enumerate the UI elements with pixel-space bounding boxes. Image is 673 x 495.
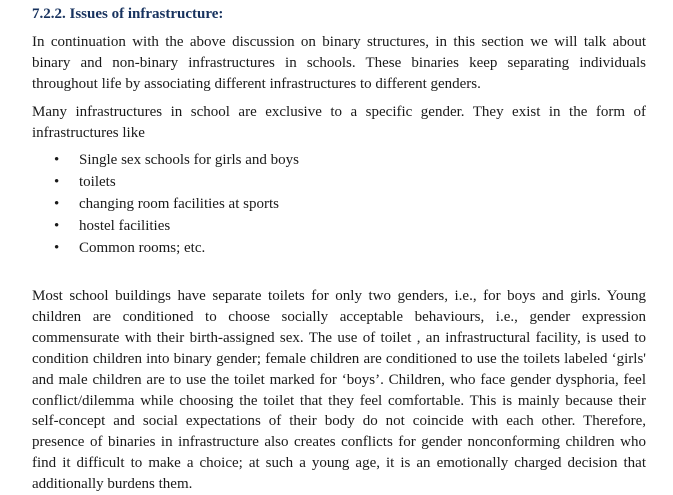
document-page xyxy=(32,4,646,495)
bullet-icon: • xyxy=(54,218,60,234)
intro-paragraph: In continuation with the above discussion on binary structures, in this section we will talk about binary and non-binary infrastructures in schools. These binaries keep separating individuals throughout life by associating different infrastructures to different genders. xyxy=(32,34,646,92)
bullet-icon: • xyxy=(54,240,60,256)
list-item-text: toilets xyxy=(79,174,116,190)
list-item-text: changing room facilities at sports xyxy=(79,196,279,212)
bullet-icon: • xyxy=(54,152,60,168)
list-item xyxy=(32,171,646,193)
list-item xyxy=(32,237,646,259)
list-item-text: Common rooms; etc. xyxy=(79,240,206,256)
infrastructure-paragraph: Many infrastructures in school are exclusive to a specific gender. They exist in the form of infrastructures like xyxy=(32,104,646,141)
section-heading: 7.2.2. Issues of infrastructure: xyxy=(32,6,224,22)
list-item xyxy=(32,193,646,215)
list-item xyxy=(32,215,646,237)
bullet-icon: • xyxy=(54,196,60,212)
list-item xyxy=(32,149,646,171)
list-item-text: hostel facilities xyxy=(79,218,171,234)
toilet-discussion-paragraph: Most school buildings have separate toilets for only two genders, i.e., for boys and girls. Young children are conditioned to choose socially acceptable behaviours, i.e., gender expression commensurate with their birth-assigned sex. The use of toilet , an infrastructural facility, is used to condition children into binary gender; female children are conditioned to use the toilets labeled ‘girls' and male children are to use the toilet marked for ‘boys’. Children, who face gender dysphoria, feel conflict/dilemma while choosing the toilet that they feel comfortable. This is mainly because their self-concept and social expectations of their body do not coincide with each other. Therefore, presence of binaries in infrastructure also creates conflicts for gender nonconforming children who find it difficult to make a choice; at such a young age, it is an emotionally charged decision that additionally burdens them. xyxy=(32,288,646,493)
list-item-text: Single sex schools for girls and boys xyxy=(79,152,299,168)
bullet-icon: • xyxy=(54,174,60,190)
infrastructure-list xyxy=(32,149,646,259)
